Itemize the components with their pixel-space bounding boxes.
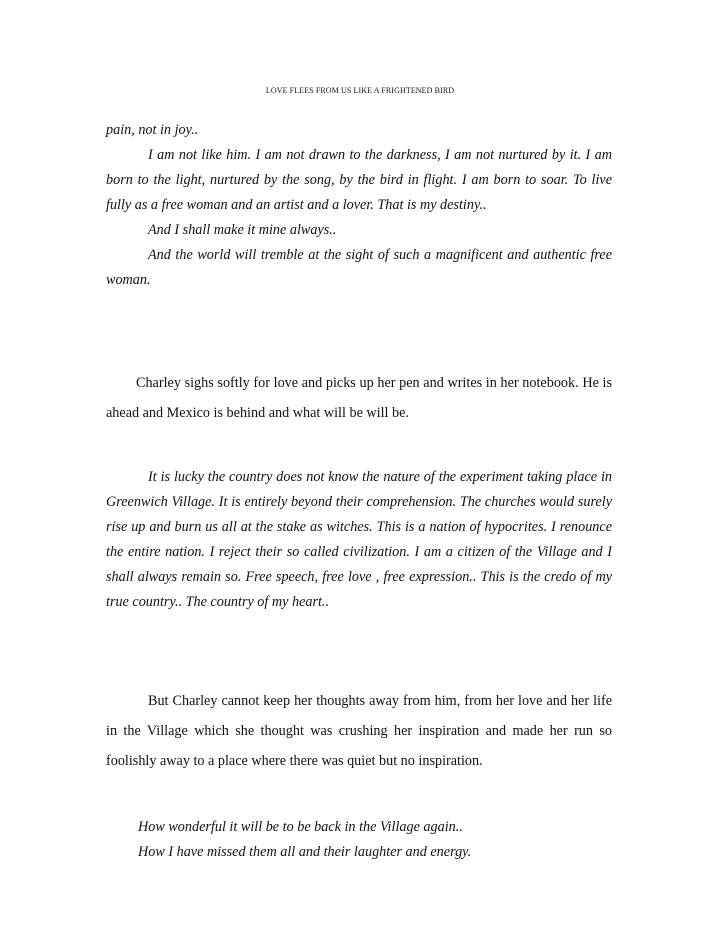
journal-entry-2 — [106, 465, 612, 615]
narrative-paragraph-1 — [106, 368, 612, 428]
paragraph: And I shall make it mine always.. — [148, 222, 337, 238]
journal-entry-1 — [106, 118, 612, 293]
narrative-paragraph-2 — [106, 686, 612, 776]
paragraph: How I have missed them all and their laughter and energy. — [138, 844, 472, 860]
journal-entry-3 — [138, 815, 612, 865]
paragraph: And the world will tremble at the sight of such a magnificent and authentic free woman. — [106, 247, 612, 288]
paragraph: But Charley cannot keep her thoughts away from him, from her love and her life in the Village which she thought was crushing her inspiration and made her run so foolishly away to a place where there was quiet but no inspiration. — [106, 693, 612, 769]
paragraph: It is lucky the country does not know the nature of the experiment taking place in Greenwich Village. It is entirely beyond their comprehension. The churches would surely rise up and burn us all at the stake as witches. This is a nation of hypocrites. I renounce the entire nation. I reject their so called civilization. I am a citizen of the Village and I shall always remain so. Free speech, free love , free expression.. This is the credo of my true country.. The country of my heart.. — [106, 469, 612, 610]
paragraph: How wonderful it will be to be back in the Village again.. — [138, 819, 463, 835]
paragraph-continuation: pain, not in joy.. — [106, 122, 199, 138]
running-header: LOVE FLEES FROM US LIKE A FRIGHTENED BIRD — [265, 86, 455, 95]
paragraph: Charley sighs softly for love and picks up her pen and writes in her notebook. He is ahead and Mexico is behind and what will be will be. — [106, 375, 612, 421]
paragraph: I am not like him. I am not drawn to the darkness, I am not nurtured by it. I am born to the light, nurtured by the song, by the bird in flight. I am born to soar. To live fully as a free woman and an artist and a lover. That is my destiny.. — [106, 147, 612, 213]
